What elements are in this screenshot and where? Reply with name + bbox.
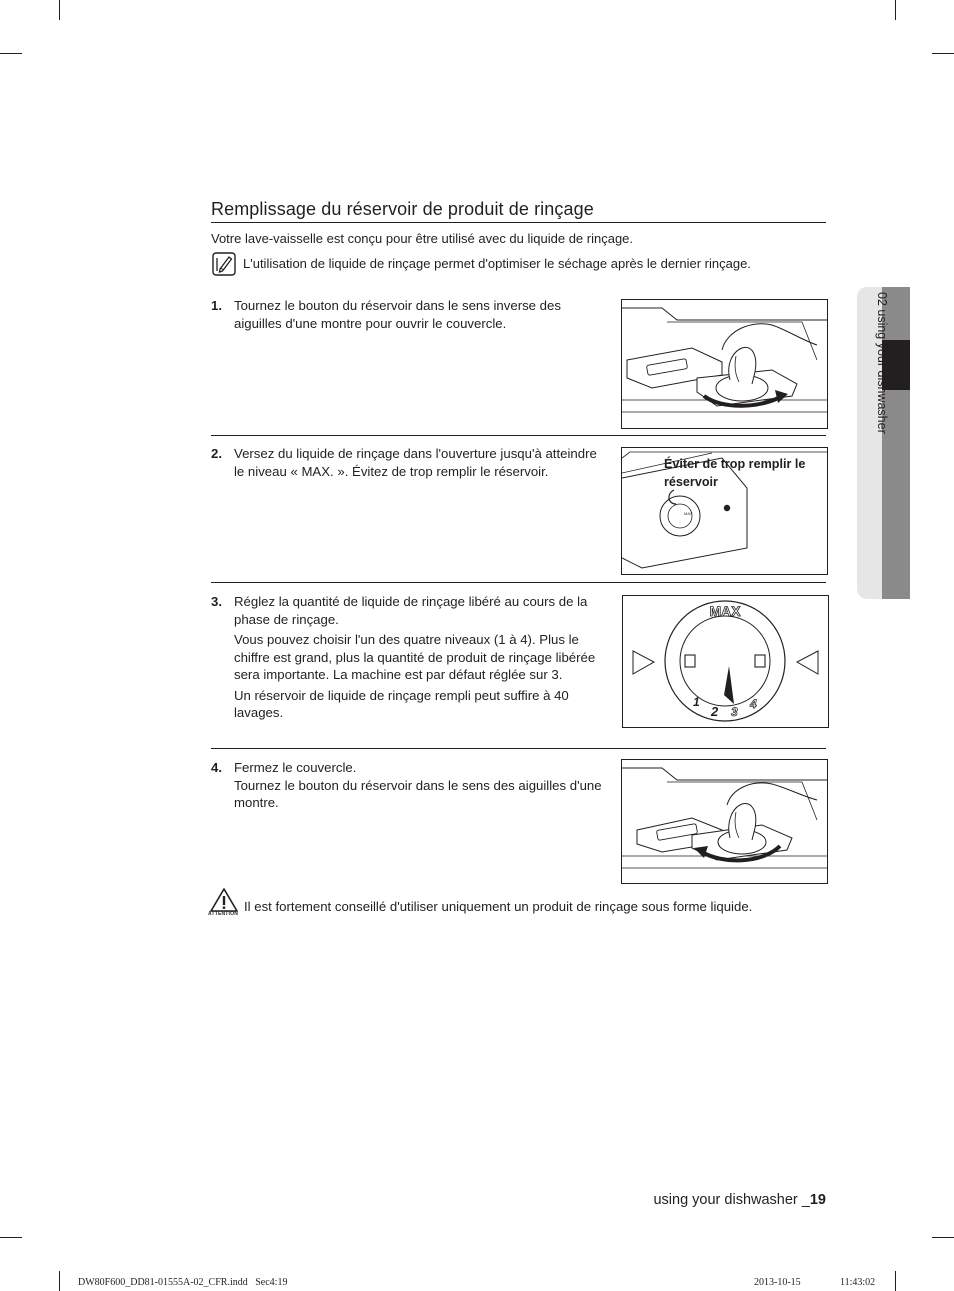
figure-callout: Éviter de trop remplir le réservoir: [664, 457, 806, 489]
caution-text: Il est fortement conseillé d'utiliser uniquement un produit de rinçage sous forme liquide.: [244, 899, 753, 914]
figure-close-lid: [621, 759, 828, 884]
crop-mark: [932, 53, 954, 54]
caution-label: ATTENTION: [208, 911, 239, 917]
step-number: 1.: [211, 298, 222, 313]
note-pencil-icon: [212, 252, 236, 276]
dial-level-2: 2: [711, 704, 719, 719]
section-title: Remplissage du réservoir de produit de rinçage: [211, 199, 594, 219]
dial-max-label: MAX: [709, 603, 741, 619]
print-date: 2013-10-15: [754, 1277, 801, 1288]
crop-mark: [0, 53, 22, 54]
page-footer: [560, 1192, 826, 1208]
note-text: L'utilisation de liquide de rinçage permet d'optimiser le séchage après le dernier rinçage.: [243, 256, 751, 271]
separator: [211, 435, 826, 436]
side-tab-label: 02 using your dishwasher: [875, 292, 889, 434]
crop-mark: [59, 1271, 60, 1291]
step-text: Un réservoir de liquide de rinçage rempli peut suffire à 40 lavages.: [234, 687, 569, 720]
step-number: 4.: [211, 760, 222, 775]
crop-mark: [895, 1271, 896, 1291]
step-number: 2.: [211, 446, 222, 461]
figure-dial: [622, 595, 829, 728]
step-text: Versez du liquide de rinçage dans l'ouverture jusqu'à atteindre le niveau « MAX. ». Évitez de trop remplir le réservoir.: [234, 446, 597, 479]
step-text: Réglez la quantité de liquide de rinçage libéré au cours de la phase de rinçage.: [234, 594, 588, 627]
step-text: Vous pouvez choisir l'un des quatre niveaux (1 à 4). Plus le chiffre est grand, plus la quantité de produit de rinçage libérée sera importante. La machine est par défaut réglée sur 3.: [234, 632, 596, 682]
dial-level-1: 1: [693, 695, 700, 709]
separator: [211, 748, 826, 749]
title-rule: [211, 222, 826, 223]
print-file-info: DW80F600_DD81-01555A-02_CFR.indd Sec4:19: [78, 1277, 288, 1288]
dial-level-4: 4: [750, 697, 757, 711]
page-number: 19: [809, 1192, 826, 1208]
step-text: Fermez le couvercle. Tournez le bouton du réservoir dans le sens des aiguilles d'une montre.: [234, 760, 602, 810]
footer-text: using your dishwasher _: [653, 1192, 810, 1208]
dial-level-3: 3: [731, 705, 738, 719]
svg-text:MAX: MAX: [684, 511, 693, 516]
figure-open-lid: [621, 299, 828, 429]
crop-mark: [0, 1237, 22, 1238]
crop-mark: [59, 0, 60, 20]
step-number: 3.: [211, 594, 222, 609]
separator: [211, 582, 826, 583]
print-time: 11:43:02: [840, 1277, 876, 1288]
crop-mark: [932, 1237, 954, 1238]
step-text: Tournez le bouton du réservoir dans le sens inverse des aiguilles d'une montre pour ouvrir le couvercle.: [234, 298, 561, 331]
crop-mark: [895, 0, 896, 20]
intro-text: Votre lave-vaisselle est conçu pour être utilisé avec du liquide de rinçage.: [211, 231, 634, 246]
